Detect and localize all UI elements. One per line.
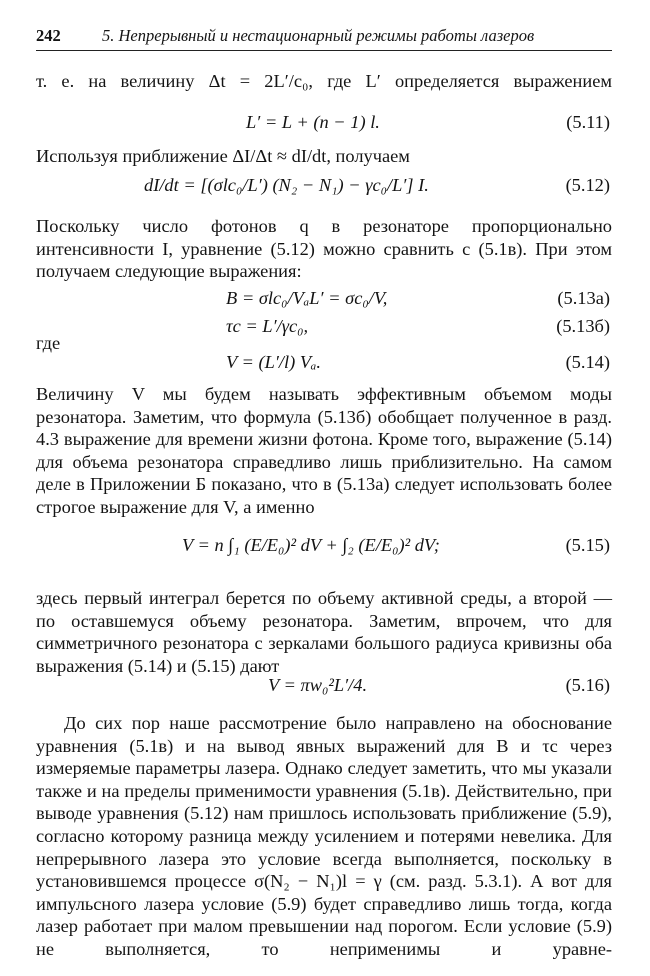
equation-formula: τc = L′/γc₀, xyxy=(226,316,309,336)
paragraph-3: Поскольку число фотонов q в резонаторе пропорционально интенсивности I, уравнение (5.12) можно сравнить с (5.1в). При этом получаем следующие выражения: xyxy=(36,216,612,282)
equation-number: (5.13а) xyxy=(557,288,610,308)
paragraph-4: Величину V мы будем называть эффективным объемом моды резонатора. Заметим, что формула (5.13б) обобщает полученное в разд. 4.3 выражение для времени жизни фотона. Кроме того, выражение (5.14) для объема резонатора справедливо лишь приблизительно. На самом деле в Приложении Б показано, что в (5.13а) следует использовать более строгое выражение для V, а именно xyxy=(36,384,612,517)
equation-5-11 xyxy=(36,109,612,135)
page-number: 242 xyxy=(36,26,61,45)
equation-formula: B = σlc₀/VₐL′ = σc₀/V, xyxy=(226,288,388,308)
equation-number: (5.14) xyxy=(565,352,610,372)
paragraph-2: Используя приближение ΔI/Δt ≈ dI/dt, получаем xyxy=(36,146,410,166)
equation-5-13b xyxy=(36,313,612,339)
equation-number: (5.15) xyxy=(565,535,610,555)
paragraph-1: т. е. на величину Δt = 2L′/c₀, где L′ определяется выражением xyxy=(36,71,612,91)
equation-5-15 xyxy=(36,532,612,558)
equation-5-16 xyxy=(36,672,612,698)
where-word: где xyxy=(36,333,61,353)
equation-5-14 xyxy=(36,349,612,375)
chapter-title: 5. Непрерывный и нестационарный режимы работы лазеров xyxy=(102,26,535,45)
equation-number: (5.13б) xyxy=(556,316,610,336)
equation-number: (5.16) xyxy=(565,675,610,695)
equation-formula: V = n ∫₁ (E/E₀)² dV + ∫₂ (E/E₀)² dV; xyxy=(182,535,440,555)
paragraph-6: До сих пор наше рассмотрение было направлено на обоснование уравнения (5.1в) и на вывод явных выражений для B и τc через измеряемые параметры лазера. Однако следует заметить, что мы указали также и на пределы применимости уравнения (5.1в). Действительно, при выводе уравнения (5.12) нам пришлось использовать приближение (5.9), согласно которому разница между усилением и потерями невелика. Для непрерывного лазера это условие всегда выполняется, поскольку в установившемся процессе σ(N₂ − N₁)l = γ (см. разд. 5.3.1). А вот для импульсного лазера условие (5.9) будет справедливо лишь тогда, когда лазер работает при малом превышении над порогом. Если условие (5.9) не выполняется, то неприменимы и уравне- xyxy=(36,713,612,959)
paragraph-5: здесь первый интеграл берется по объему активной среды, а второй — по оставшемуся объему резонатора. Заметим, впрочем, что для симметричного резонатора с зеркалами большого радиуса кривизны оба выражения (5.14) и (5.15) дают xyxy=(36,588,612,676)
running-header xyxy=(36,24,616,48)
equation-formula: V = (L′/l) Vₐ. xyxy=(226,352,322,372)
equation-5-13a xyxy=(36,285,612,311)
equation-number: (5.11) xyxy=(566,112,610,132)
equation-formula: L′ = L + (n − 1) l. xyxy=(246,112,380,132)
header-rule xyxy=(36,50,612,51)
equation-number: (5.12) xyxy=(565,175,610,195)
equation-formula: V = πw₀²L′/4. xyxy=(268,675,368,695)
equation-5-12 xyxy=(36,172,612,198)
equation-formula: dI/dt = [(σlc₀/L′) (N₂ − N₁) − γc₀/L′] I. xyxy=(144,175,429,195)
